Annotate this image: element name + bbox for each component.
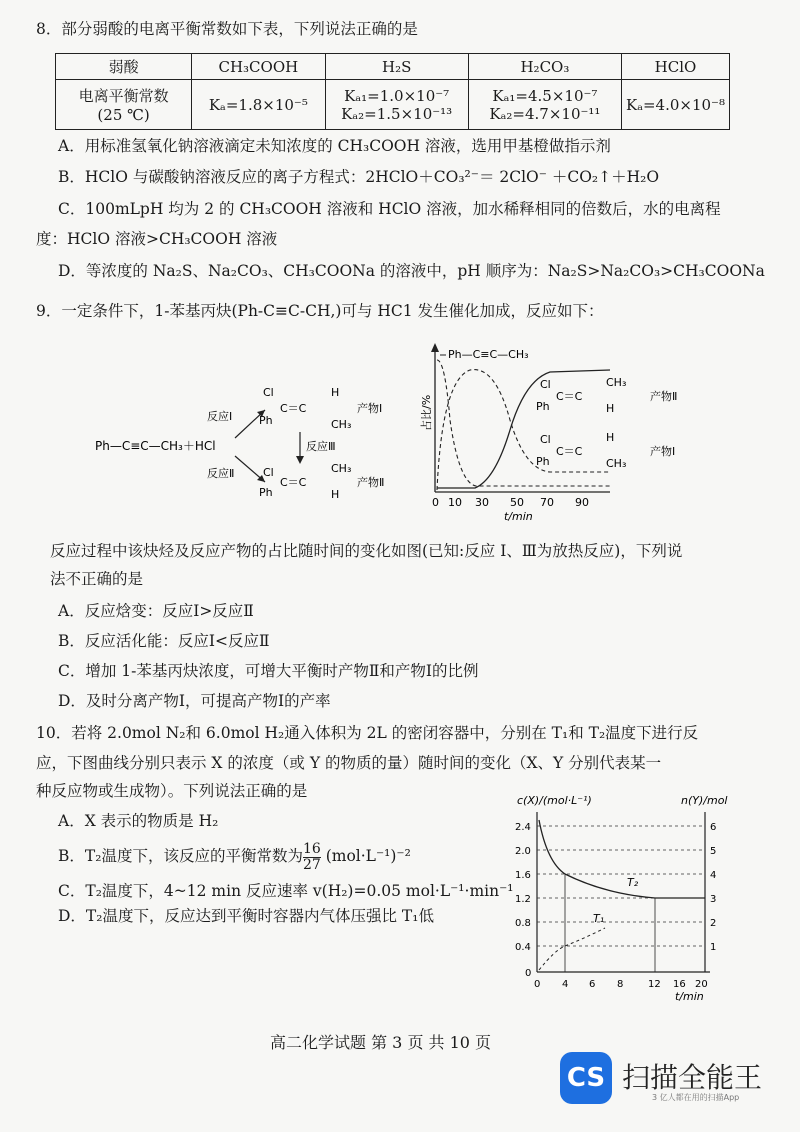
q9-curve-alkyne	[437, 360, 610, 486]
q9-graph-p1: 产物Ⅰ	[650, 445, 676, 458]
q9-p1-ceqc: C＝C	[556, 445, 583, 458]
table-h2s-k2: Kₐ₂=1.5×10⁻¹³	[341, 104, 453, 123]
q10-option-b	[58, 840, 411, 873]
table-h2co3-k1: Kₐ₁=4.5×10⁻⁷	[492, 86, 598, 105]
p1-label: 产物Ⅰ	[357, 402, 383, 415]
q10-right-tick-5: 5	[710, 846, 717, 857]
q10-left-tick-1.2: 1.2	[515, 894, 531, 905]
q9-tick-70: 70	[540, 496, 554, 509]
reaction-scheme	[95, 380, 415, 510]
q9-tick-50: 50	[510, 496, 524, 509]
table-h2co3-k2: Kₐ₂=4.7×10⁻¹¹	[489, 104, 601, 123]
scheme-reactant: Ph—C≡C—CH₃＋HCl	[95, 439, 216, 453]
p2-cl: Cl	[263, 466, 274, 479]
q9-p2-ceqc: C＝C	[556, 390, 583, 403]
q10-option-b-den: 27	[302, 856, 321, 873]
p2-ph: Ph	[259, 486, 273, 499]
q9-stem: 9．一定条件下，1-苯基丙炔(Ph-C≡C-CH,)可与 HC1 发生催化加成，反应如下：	[36, 302, 604, 320]
q9-tick-90: 90	[575, 496, 589, 509]
table-hclo-k: Kₐ=4.0×10⁻⁸	[621, 80, 729, 130]
q9-curve-product1	[437, 370, 610, 490]
table-h2s-k1: Kₐ₁=1.0×10⁻⁷	[344, 86, 450, 105]
q10-stem-line2: 应，下图曲线分别只表示 X 的浓度（或 Y 的物质的量）随时间的变化（X、Y 分别代表某一	[36, 754, 662, 772]
q10-left-label: c(X)/(mol·L⁻¹)	[517, 794, 592, 807]
q10-x-tick-0: 0	[534, 979, 541, 990]
p2-ch3: CH₃	[331, 462, 352, 475]
q9-p2-cl: Cl	[540, 378, 551, 391]
p2-h: H	[331, 488, 340, 501]
q9-p1-cl: Cl	[540, 433, 551, 446]
label-r3: 反应Ⅲ	[306, 440, 336, 453]
q10-gridlines	[537, 826, 705, 946]
page-footer: 高二化学试题 第 3 页 共 10 页	[270, 1033, 492, 1052]
p1-h: H	[331, 386, 340, 399]
q9-option-d: D．及时分离产物Ⅰ，可提高产物Ⅰ的产率	[58, 692, 331, 710]
camscanner-tagline: 3 亿人都在用的扫描App	[652, 1093, 740, 1102]
q10-right-tick-4: 4	[710, 870, 717, 881]
q9-p1-h: H	[606, 431, 615, 444]
q8-option-d: D．等浓度的 Na₂S、Na₂CO₃、CH₃COONa 的溶液中，pH 顺序为：Na₂S>Na₂CO₃>CH₃COONa	[58, 262, 765, 280]
q10-option-c: C．T₂温度下，4~12 min 反应速率 v(H₂)=0.05 mol·L⁻¹·min⁻¹	[58, 882, 514, 900]
table-row-label-line1: 电离平衡常数	[78, 87, 169, 105]
q9-graph-p2: 产物Ⅱ	[650, 390, 678, 403]
p1-ph: Ph	[259, 414, 273, 427]
q9-graph	[410, 340, 740, 525]
q10-t1-label: T₁	[593, 912, 605, 925]
table-acid-h2co3: H₂CO₃	[468, 54, 621, 80]
camscanner-name: 扫描全能王	[622, 1061, 763, 1094]
q8-option-b: B．HClO 与碳酸钠溶液反应的离子方程式：2HClO＋CO₃²⁻＝ 2ClO⁻ ＋CO₂↑＋H₂O	[58, 168, 660, 186]
q9-desc-line2: 法不正确的是	[50, 570, 144, 588]
q10-curve-t2	[539, 820, 705, 898]
q9-p2-h: H	[606, 402, 615, 415]
q9-p1-ph: Ph	[536, 455, 550, 468]
q10-option-a: A．X 表示的物质是 H₂	[58, 812, 219, 830]
q10-left-tick-1.6: 1.6	[515, 870, 531, 881]
q10-option-b-post: (mol·L⁻¹)⁻²	[320, 847, 411, 865]
arrowhead-r3	[296, 456, 304, 464]
p2-label: 产物Ⅱ	[357, 476, 385, 489]
scanner-watermark	[560, 1052, 790, 1112]
q10-x-tick-8: 8	[617, 979, 624, 990]
q9-option-a: A．反应焓变：反应Ⅰ>反应Ⅱ	[58, 602, 254, 620]
q9-y-arrow	[431, 343, 439, 352]
q10-option-b-num: 16	[302, 840, 321, 857]
table-ch3cooh-k: Kₐ=1.8×10⁻⁵	[192, 80, 325, 130]
q8-option-c-line2: 度：HClO 溶液>CH₃COOH 溶液	[36, 230, 278, 248]
label-r2: 反应Ⅱ	[207, 467, 235, 480]
q9-ylabel: 占比/%	[420, 394, 433, 431]
table-header-label: 弱酸	[56, 54, 192, 80]
q10-x-tick-6: 6	[589, 979, 596, 990]
q9-tick-30: 30	[475, 496, 489, 509]
q10-curve-t1	[539, 928, 605, 970]
q10-right-tick-1: 1	[710, 942, 717, 953]
q9-desc-line1: 反应过程中该炔烃及反应产物的占比随时间的变化如图(已知:反应 I、Ⅲ为放热反应)，下列说	[50, 542, 683, 560]
q9-xlabel: t/min	[504, 510, 533, 523]
table-acid-hclo: HClO	[621, 54, 729, 80]
table-h2s-k	[325, 80, 468, 130]
q10-x-tick-4: 4	[562, 979, 569, 990]
q9-tick-0: 0	[432, 496, 439, 509]
q10-option-b-pre: B．T₂温度下，该反应的平衡常数为	[58, 847, 303, 865]
q8-option-c-line1: C．100mLpH 均为 2 的 CH₃COOH 溶液和 HClO 溶液，加水稀释相同的倍数后，水的电离程	[58, 200, 721, 218]
q10-x-tick-12: 12	[648, 979, 661, 990]
table-h2co3-k	[468, 80, 621, 130]
q9-top-label: Ph—C≡C—CH₃	[448, 348, 529, 361]
q10-left-tick-2.4: 2.4	[515, 822, 531, 833]
table-acid-h2s: H₂S	[325, 54, 468, 80]
acid-constant-table	[55, 53, 730, 130]
q10-x-tick-16: 16	[673, 979, 686, 990]
q10-left-tick-2.0: 2.0	[515, 846, 531, 857]
q9-tick-10: 10	[448, 496, 462, 509]
q10-stem-line3: 种反应物或生成物）。下列说法正确的是	[36, 782, 308, 800]
q10-left-tick-0.4: 0.4	[515, 942, 531, 953]
camscanner-logo-icon: CS	[560, 1052, 612, 1104]
label-r1: 反应Ⅰ	[207, 410, 233, 423]
q10-x-tick-20: 20	[695, 979, 708, 990]
table-row-label-line2: (25 ℃)	[97, 106, 150, 124]
q8-option-a: A．用标准氢氧化钠溶液滴定未知浓度的 CH₃COOH 溶液，选用甲基橙做指示剂	[58, 137, 611, 155]
p1-cl: Cl	[263, 386, 274, 399]
table-acid-ch3cooh: CH₃COOH	[192, 54, 325, 80]
q10-left-tick-0: 0	[525, 968, 532, 979]
p1-ceqc: C＝C	[280, 402, 307, 415]
q10-graph	[495, 790, 760, 1005]
q10-t2-label: T₂	[627, 876, 639, 889]
q10-stem-line1: 10．若将 2.0mol N₂和 6.0mol H₂通入体积为 2L 的密闭容器中，分别在 T₁和 T₂温度下进行反	[36, 724, 699, 742]
q10-right-tick-3: 3	[710, 894, 717, 905]
q9-p2-ph: Ph	[536, 400, 550, 413]
q10-left-tick-0.8: 0.8	[515, 918, 531, 929]
p2-ceqc: C＝C	[280, 476, 307, 489]
q9-p1-ch3: CH₃	[606, 457, 627, 470]
q9-option-b: B．反应活化能：反应Ⅰ<反应Ⅱ	[58, 632, 270, 650]
table-row-label	[56, 80, 192, 130]
p1-ch3: CH₃	[331, 418, 352, 431]
q10-right-label: n(Y)/mol	[681, 794, 728, 807]
q8-stem: 8．部分弱酸的电离平衡常数如下表，下列说法正确的是	[36, 20, 418, 38]
q10-option-d: D．T₂温度下，反应达到平衡时容器内气体压强比 T₁低	[58, 907, 434, 925]
q9-p2-ch3: CH₃	[606, 376, 627, 389]
q9-curve-product2	[437, 370, 610, 488]
q10-right-tick-6: 6	[710, 822, 717, 833]
q10-right-tick-2: 2	[710, 918, 717, 929]
q10-xlabel: t/min	[675, 990, 704, 1003]
q9-option-c: C．增加 1-苯基丙炔浓度，可增大平衡时产物Ⅱ和产物Ⅰ的比例	[58, 662, 479, 680]
q10-option-b-fraction	[303, 842, 321, 873]
